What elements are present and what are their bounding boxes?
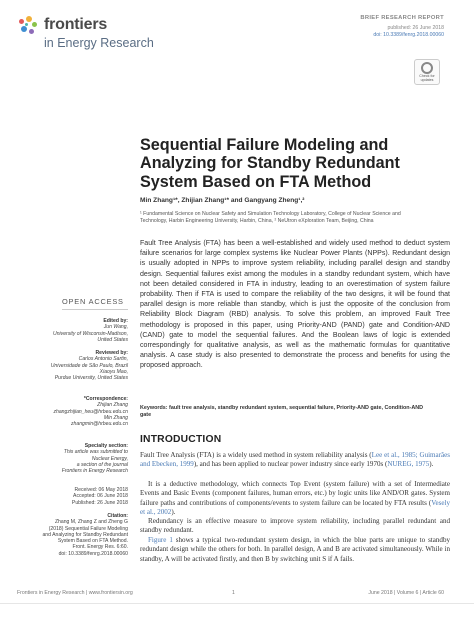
intro-paragraph-4: Figure 1 shows a typical two-redundant system design, in which the blue parts are unique to standby redundant design while the others for both. In parallel design, A and B are activated simultaneously. While in standby, A will be activated firstly, and then B by switching unit S if A fails. — [140, 536, 450, 563]
citation-link[interactable]: Lee et al., 1985; Guimarães and Ebecken, 1999 — [140, 451, 450, 469]
email-link[interactable]: zhangmin@hrbeu.edu.cn — [71, 421, 128, 428]
brand-name: frontiers — [44, 16, 108, 33]
journal-logo[interactable] — [17, 14, 167, 54]
check-updates-icon — [421, 62, 433, 74]
article-type: BRIEF RESEARCH REPORT — [360, 15, 444, 21]
citation-link[interactable]: NUREG, 1975 — [387, 460, 430, 469]
section-heading-introduction: INTRODUCTION — [140, 434, 222, 445]
abstract: Fault Tree Analysis (FTA) has been a well-established and widely used method to deduct system failure scenarios for large complex systems like Nuclear Power Plants (NPPs). Redundant design is usually adopted in NPPs to improve system reliability, including parallel design and standby design. Sequential failures exist among the modules in a standby redundant system, which have not been detailed considered in FTA in industry, leading to an overestimation of system failure probability. Then if FTA is used to compare the reliability of the two designs, it will be found that parallel design is more reliable than standby, which is just the opposite of the conclusion from Reliability Block Diagram (RBD) analysis. To solve this problem, an improved Fault Tree methodology is proposed in this paper, using Priority-AND (PAND) gate and Condition-AND (CAND) gate to model the sequential failures. And the Boolean laws of logic is extended correspondingly for qualitative analysis, as well as the mathematic formulas for quantitative analysis. A case study is also presented to demonstrate the process and benefits for using the proposed approach. — [140, 240, 450, 370]
footer-journal-link[interactable]: Frontiers in Energy Research | www.frontiersin.org — [17, 590, 133, 596]
intro-paragraph-3: Redundancy is an effective measure to improve system reliability, including parallel redundant and standby redundant. — [140, 517, 450, 535]
frontiers-logo-icon — [17, 16, 39, 38]
correspondence: *Correspondence: Zhijian Zhang zhangzhijian_heu@hrbeu.edu.cn Min Zhang zhangmin@hrbeu.edu.cn — [18, 396, 128, 427]
keywords: Keywords: fault tree analysis, standby redundant system, sequential failure, Priority-AND gate, Condition-AND gate — [140, 405, 424, 419]
divider — [62, 309, 128, 310]
open-access-label: OPEN ACCESS — [62, 297, 124, 306]
check-updates-label: Check for updates — [419, 74, 435, 82]
footer-volume-info: June 2018 | Volume 6 | Article 60 — [368, 590, 444, 596]
article-title: Sequential Failure Modeling and Analyzing for Standby Redundant System Based on FTA Method — [140, 136, 400, 191]
affiliations: ¹ Fundamental Science on Nuclear Safety and Simulation Technology Laboratory, College of Nuclear Science and Technology, Harbin Engineering University, Harbin, China, ² NeUtron eXploration Team, Beijing, China — [140, 211, 401, 224]
intro-paragraph-1: Fault Tree Analysis (FTA) is a widely used method in system reliability analysis (Lee et al., 1985; Guimarães and Ebecken, 1999), and has been applied to nuclear power industry since early 1970s (NUREG, 1975). — [140, 451, 450, 469]
page-number: 1 — [232, 590, 235, 596]
footer-divider — [0, 603, 474, 604]
author-list[interactable]: Min Zhang¹*, Zhijian Zhang¹* and Gangyang Zheng¹,² — [140, 197, 305, 204]
doi-link[interactable]: doi: 10.3389/fenrg.2018.00060 — [373, 32, 444, 38]
figure-link[interactable]: Figure 1 — [148, 536, 173, 544]
journal-name: in Energy Research — [44, 36, 154, 50]
citation-block: Citation: Zhang M, Zhang Z and Zheng G (2018) Sequential Failure Modeling and Analyzing for Standby Redundant System Based on FTA Method. Front. Energy Res. 6:60. doi: 10.3389/fenrg.2018.00060 — [42, 513, 128, 557]
specialty-section: Specialty section: This article was submitted to Nuclear Energy, a section of the journal Frontiers in Energy Research — [61, 443, 128, 475]
citation-link[interactable]: Vesely et al., 2002 — [140, 498, 450, 516]
intro-paragraph-2: It is a deductive methodology, which connects Top Event (system failure) with a set of Intermediate Events and Basic Events (component failures, human errors, etc.) by logic units like AND/OR gates. System failure paths and contributions of components/events to system failure can be located by FTA results (Vesely et al., 2002). — [140, 480, 450, 516]
check-for-updates-button[interactable] — [414, 59, 440, 85]
email-link[interactable]: zhangzhijian_heu@hrbeu.edu.cn — [53, 408, 128, 415]
published-date: published: 26 June 2018 — [387, 25, 444, 31]
article-dates: Received: 06 May 2018 Accepted: 06 June 2018 Published: 26 June 2018 — [71, 487, 128, 506]
reviewed-by: Reviewed by: Carlos Antonio Sartin, Universidade de São Paulo, Brazil Xiaoyu Mao, Purdue University, United States — [50, 350, 128, 382]
edited-by: Edited by: Jun Wang, University of Wisconsin-Madison, United States — [53, 318, 128, 343]
